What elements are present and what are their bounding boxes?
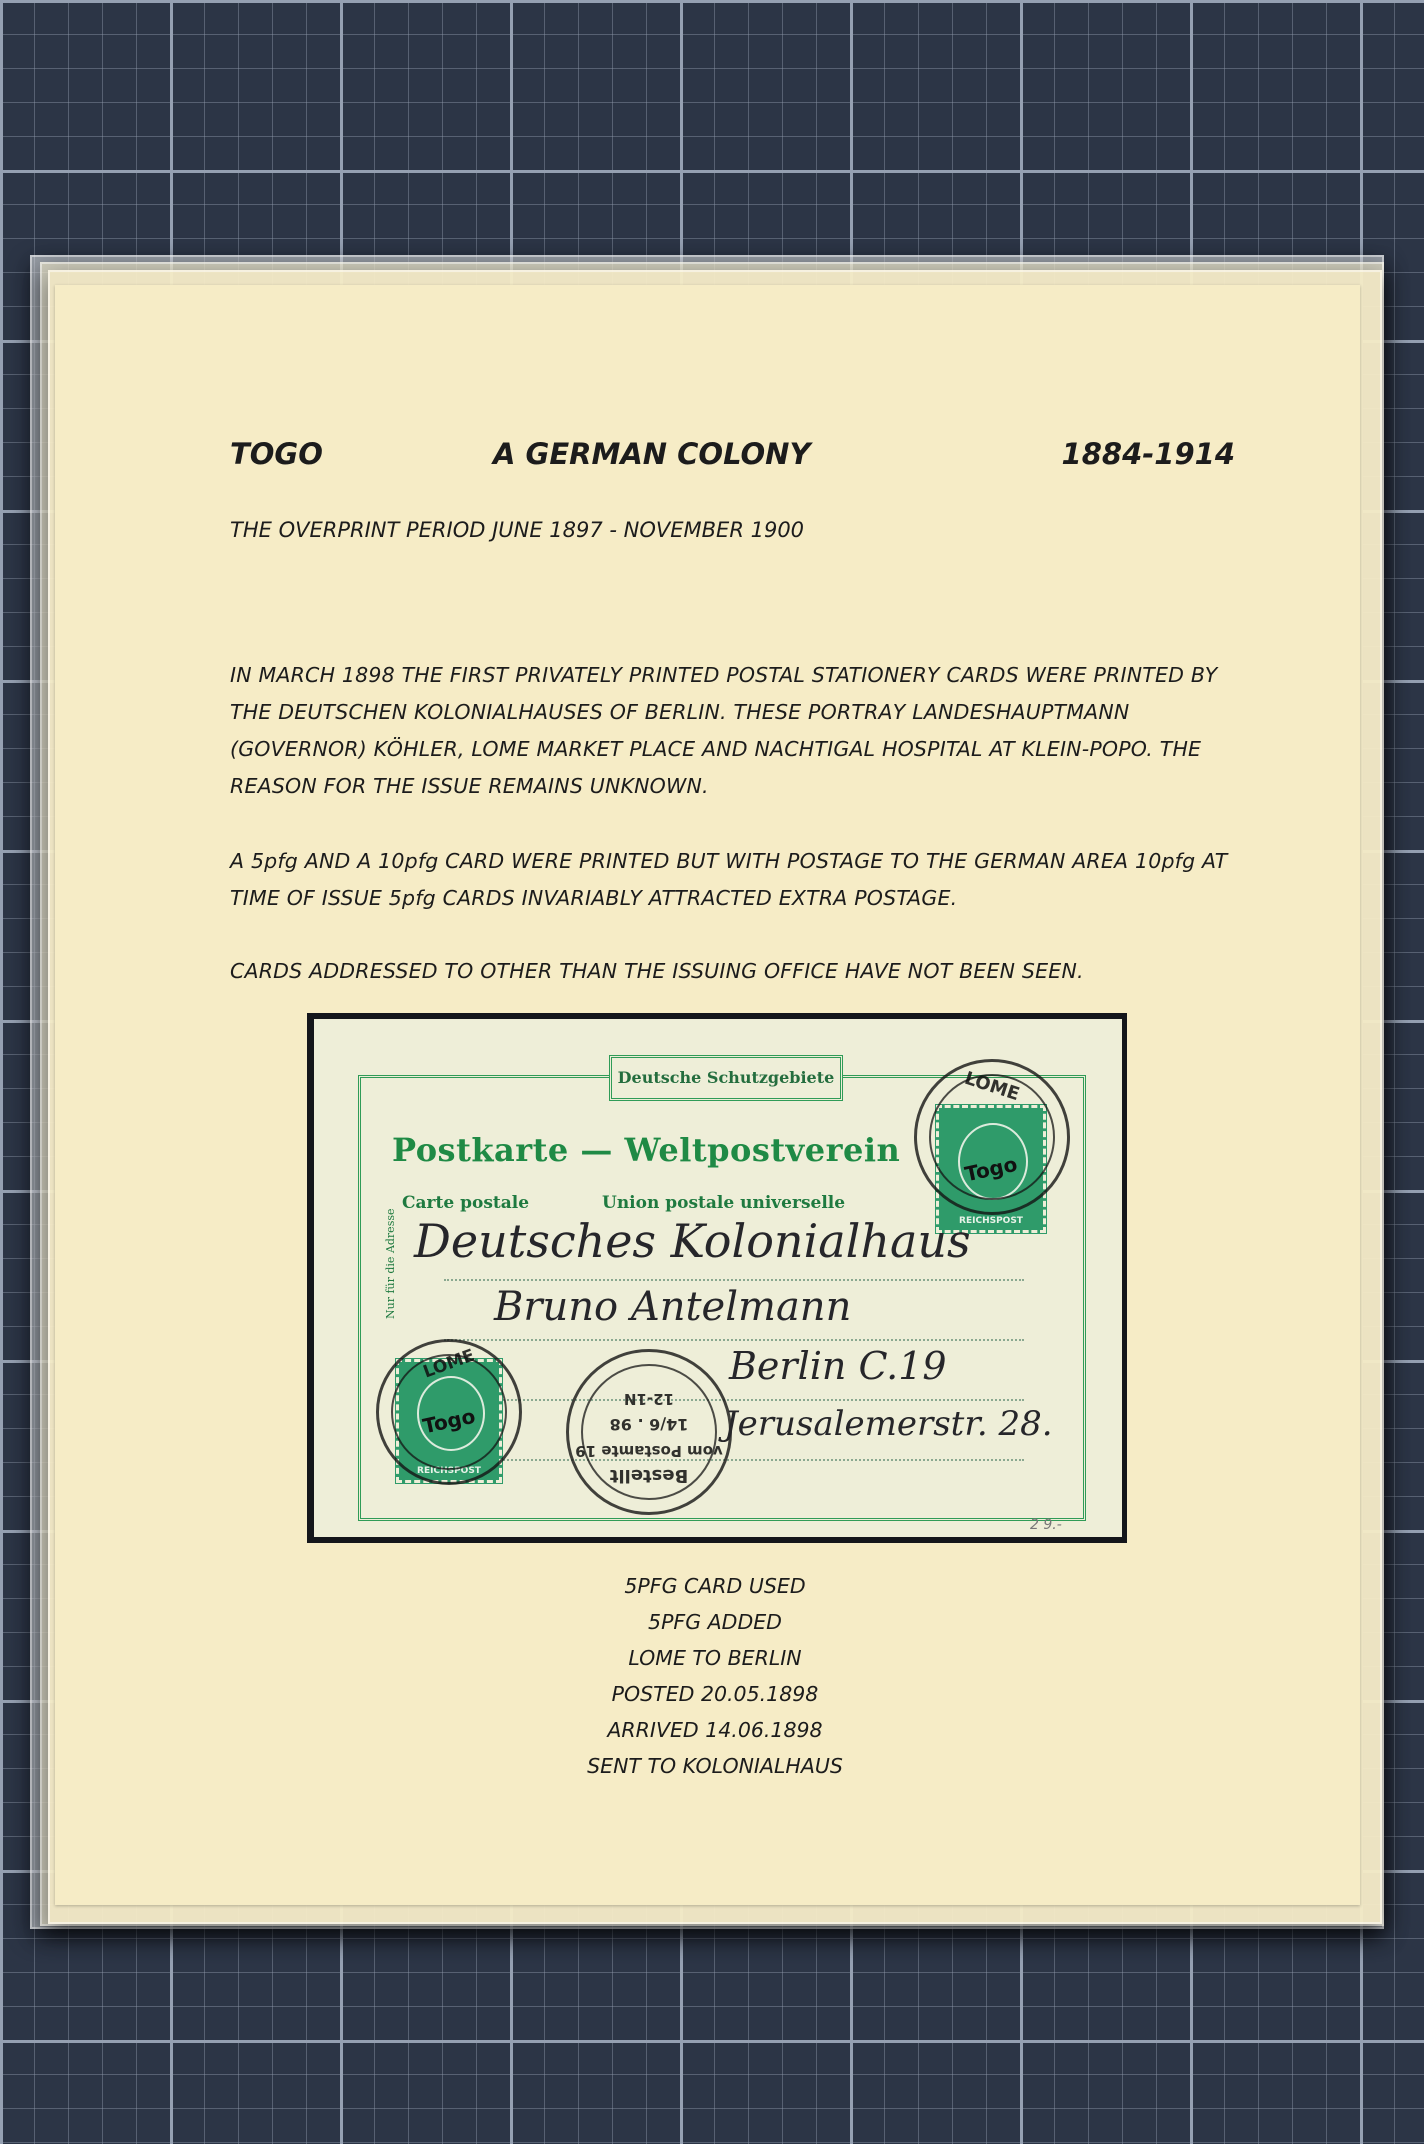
- postmark-bestellt: Bestellt: [609, 1465, 689, 1486]
- address-line: [444, 1459, 1024, 1461]
- address-line-1: Deutsches Kolonialhaus: [414, 1214, 971, 1268]
- caption-line: POSTED 20.05.1898: [611, 1682, 819, 1706]
- postcard-sub-right: Union postale universelle: [602, 1193, 846, 1213]
- stamp-overprint: Togo: [962, 1151, 1020, 1187]
- postmark-lome-label: LOME: [961, 1067, 1023, 1106]
- postcard-heading: Postkarte — Weltpostverein: [392, 1131, 901, 1169]
- album-page: [55, 285, 1360, 1905]
- lome-postmark-bottom: [376, 1339, 522, 1485]
- stamp-overprint: Togo: [420, 1403, 478, 1439]
- lome-postmark-top: [914, 1059, 1070, 1215]
- caption-line: SENT TO KOLONIALHAUS: [587, 1754, 843, 1778]
- address-line: [444, 1399, 1024, 1401]
- postcard-mount: [307, 1013, 1127, 1543]
- postcard-sub-left: Carte postale: [402, 1193, 530, 1213]
- caption-line: LOME TO BERLIN: [628, 1646, 802, 1670]
- header-title: A GERMAN COLONY: [493, 437, 811, 471]
- paragraph-values: A 5pfg AND A 10pfg CARD WERE PRINTED BUT WITH POSTAGE TO THE GERMAN AREA 10pfg AT TIME OF ISSUE 5pfg CARDS INVARIABLY ATTRACTED EXTRA POSTAGE.: [230, 849, 1228, 910]
- postcard-banner: Deutsche Schutzgebiete: [609, 1055, 843, 1101]
- address-line-2: Bruno Antelmann: [494, 1284, 852, 1330]
- address-line: [444, 1339, 1024, 1341]
- postcard: [314, 1019, 1122, 1537]
- header-country: TOGO: [230, 437, 323, 471]
- berlin-postmark: [566, 1349, 732, 1515]
- paragraph-addressing: CARDS ADDRESSED TO OTHER THAN THE ISSUING OFFICE HAVE NOT BEEN SEEN.: [230, 959, 1084, 983]
- header-dates: 1884-1914: [1061, 437, 1235, 471]
- stamp-label: REICHSPOST: [417, 1466, 481, 1476]
- address-line-4: Jerusalemerstr. 28.: [724, 1404, 1053, 1444]
- pencil-price-note: 2 9.-: [1030, 1517, 1062, 1533]
- address-line: [444, 1279, 1024, 1281]
- stamp-label: REICHSPOST: [959, 1216, 1023, 1226]
- caption-line: ARRIVED 14.06.1898: [607, 1718, 823, 1742]
- caption-line: 5PFG CARD USED: [624, 1574, 806, 1598]
- postmark-postamt: vom Postamte 19: [575, 1442, 723, 1460]
- address-line-3: Berlin C.19: [729, 1344, 947, 1388]
- caption-line: 5PFG ADDED: [648, 1610, 782, 1634]
- postcard-caption: [360, 1568, 1070, 1784]
- paragraph-intro: IN MARCH 1898 THE FIRST PRIVATELY PRINTED POSTAL STATIONERY CARDS WERE PRINTED BY THE DEUTSCHEN KOLONIALHAUSES OF BERLIN. THESE PORTRAY LANDESHAUPTMANN (GOVERNOR) KÖHLER, LOME MARKET PLACE AND NACHTIGAL HOSPITAL AT KLEIN-POPO. THE REASON FOR THE ISSUE REMAINS UNKNOWN.: [230, 663, 1218, 798]
- postmark-date: 14/6 . 98: [609, 1415, 689, 1434]
- postmark-time: 12-1N: [623, 1390, 675, 1408]
- postcard-side-note: Nur für die Adresse: [384, 1208, 397, 1319]
- page-header: [230, 437, 1235, 473]
- page-subtitle: THE OVERPRINT PERIOD JUNE 1897 - NOVEMBER 1900: [230, 518, 805, 542]
- postmark-lome-label: LOME: [420, 1345, 478, 1383]
